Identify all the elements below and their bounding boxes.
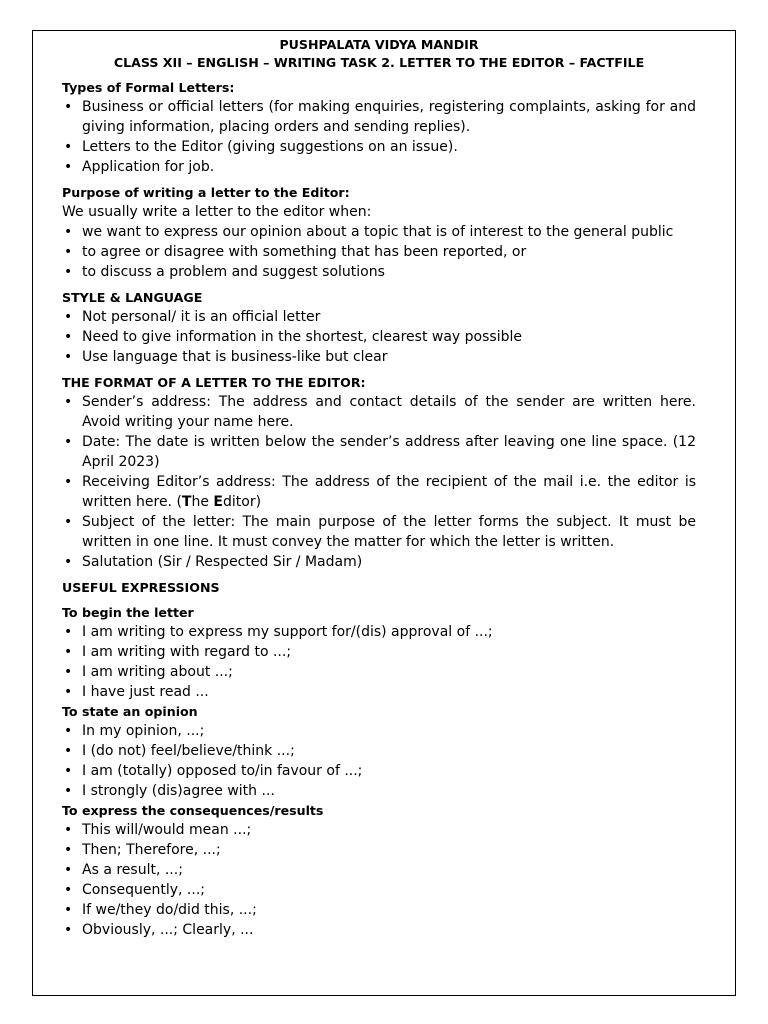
list-item: • Use language that is business-like but clear bbox=[62, 347, 696, 367]
school-name: PUSHPALATA VIDYA MANDIR bbox=[279, 37, 479, 52]
list-item: • In my opinion, ...; bbox=[62, 721, 696, 741]
editor-letter-t: T bbox=[181, 494, 192, 510]
consequences-list bbox=[62, 820, 696, 940]
document-title: CLASS XII – ENGLISH – WRITING TASK 2. LETTER TO THE EDITOR – FACTFILE bbox=[113, 55, 645, 70]
list-item: • Not personal/ it is an official letter bbox=[62, 307, 696, 327]
opinion-list bbox=[62, 721, 696, 801]
style-heading: STYLE & LANGUAGE bbox=[62, 290, 203, 305]
list-item: • Business or official letters (for making enquiries, registering complaints, asking for and giving information, placing orders and sending replies). bbox=[62, 97, 696, 137]
list-item: • Date: The date is written below the sender’s address after leaving one line space. (12 April 2023) bbox=[62, 432, 696, 472]
list-item: • I am (totally) opposed to/in favour of ...; bbox=[62, 761, 696, 781]
editor-letter-e: E bbox=[213, 494, 223, 510]
list-item: • As a result, ...; bbox=[62, 860, 696, 880]
list-item: • I am writing about ...; bbox=[62, 662, 696, 682]
format-list bbox=[62, 392, 696, 572]
list-item: • Salutation (Sir / Respected Sir / Madam) bbox=[62, 552, 696, 572]
consequences-heading: To express the consequences/results bbox=[62, 803, 324, 818]
list-item: • Consequently, ...; bbox=[62, 880, 696, 900]
list-item: • Subject of the letter: The main purpose of the letter forms the subject. It must be written in one line. It must convey the matter for which the letter is written. bbox=[62, 512, 696, 552]
list-item: • I strongly (dis)agree with ... bbox=[62, 781, 696, 801]
list-item: • we want to express our opinion about a topic that is of interest to the general public bbox=[62, 222, 696, 242]
opinion-heading: To state an opinion bbox=[62, 704, 198, 719]
format-heading: THE FORMAT OF A LETTER TO THE EDITOR: bbox=[62, 375, 366, 390]
list-item: • to agree or disagree with something that has been reported, or bbox=[62, 242, 696, 262]
purpose-intro: We usually write a letter to the editor when: bbox=[62, 204, 372, 220]
types-list bbox=[62, 97, 696, 177]
begin-list bbox=[62, 622, 696, 702]
list-item: • Application for job. bbox=[62, 157, 696, 177]
list-item: • Letters to the Editor (giving suggestions on an issue). bbox=[62, 137, 696, 157]
list-item: • Obviously, ...; Clearly, ... bbox=[62, 920, 696, 940]
list-item-editor-address bbox=[62, 472, 696, 512]
list-item: • I am writing with regard to ...; bbox=[62, 642, 696, 662]
list-item: • Need to give information in the shortest, clearest way possible bbox=[62, 327, 696, 347]
editor-word-he: he bbox=[191, 494, 214, 510]
factfile-document bbox=[62, 36, 696, 940]
list-item: • I have just read ... bbox=[62, 682, 696, 702]
editor-word-ditor: ditor) bbox=[223, 494, 262, 510]
purpose-heading: Purpose of writing a letter to the Editor: bbox=[62, 185, 350, 200]
list-item: • I (do not) feel/believe/think ...; bbox=[62, 741, 696, 761]
list-item: • If we/they do/did this, ...; bbox=[62, 900, 696, 920]
list-item: • to discuss a problem and suggest solutions bbox=[62, 262, 696, 282]
list-item: • Sender’s address: The address and contact details of the sender are written here. Avoid writing your name here. bbox=[62, 392, 696, 432]
style-list bbox=[62, 307, 696, 367]
purpose-list bbox=[62, 222, 696, 282]
list-item: • I am writing to express my support for/(dis) approval of ...; bbox=[62, 622, 696, 642]
list-item: • This will/would mean ...; bbox=[62, 820, 696, 840]
list-item: • Then; Therefore, ...; bbox=[62, 840, 696, 860]
expressions-heading: USEFUL EXPRESSIONS bbox=[62, 580, 220, 595]
types-heading: Types of Formal Letters: bbox=[62, 80, 235, 95]
editor-address-text: Receiving Editor’s address: The address of the recipient of the mail i.e. the editor is written here. ( bbox=[82, 474, 696, 510]
begin-heading: To begin the letter bbox=[62, 605, 194, 620]
